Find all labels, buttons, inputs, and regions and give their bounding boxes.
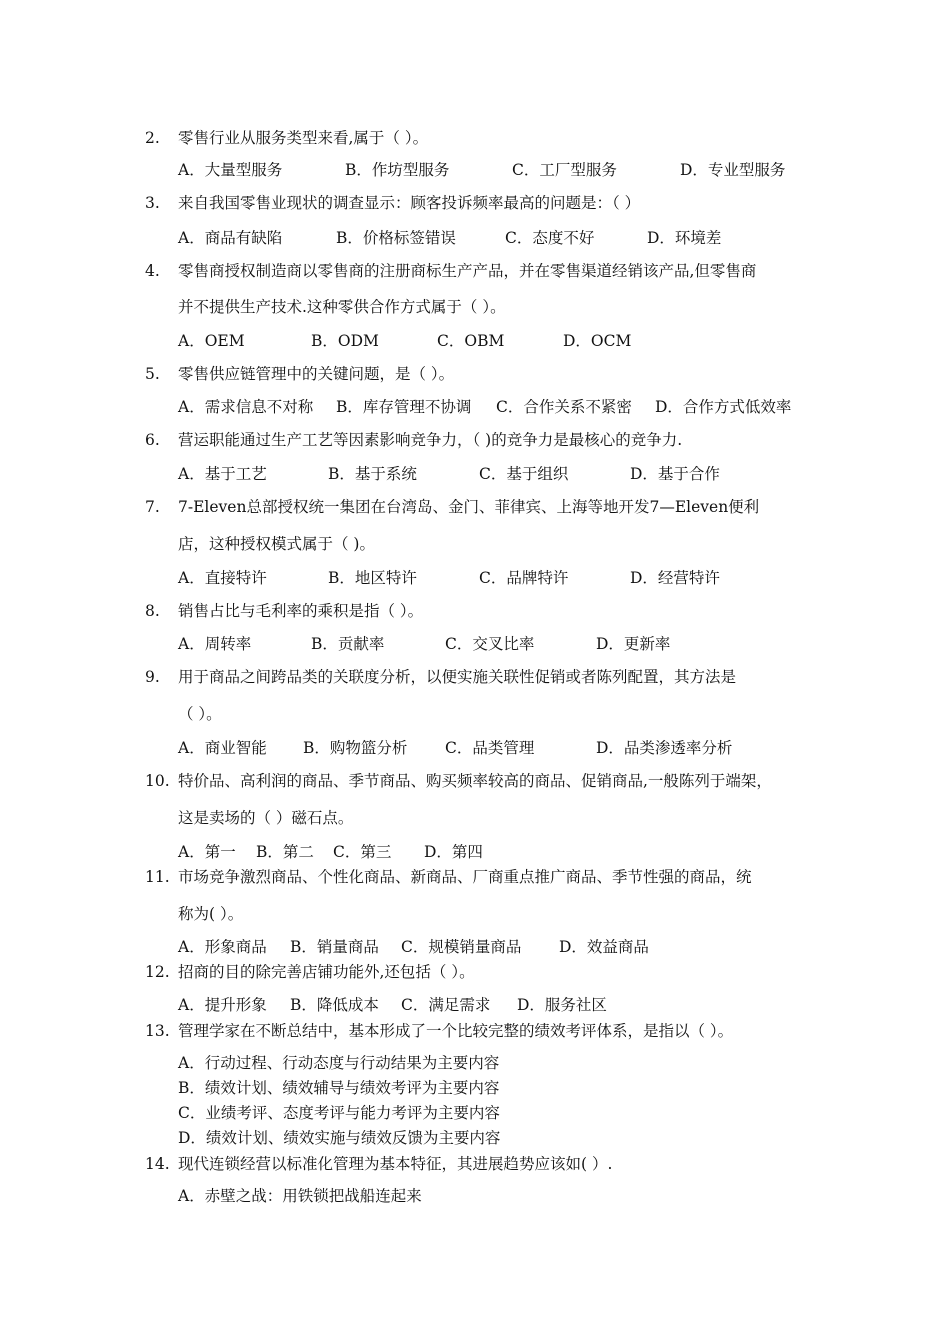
option-b: B．绩效计划、绩效辅导与绩效考评为主要内容 bbox=[178, 1079, 500, 1097]
option-b: B．销量商品 bbox=[290, 938, 379, 956]
option-b: B．第二 bbox=[256, 843, 314, 861]
question-text: 市场竞争激烈商品、个性化商品、新商品、厂商重点推广商品、季节性强的商品，统 bbox=[178, 868, 752, 886]
question-text: 来自我国零售业现状的调查显示：顾客投诉频率最高的问题是：（ ） bbox=[178, 194, 641, 212]
option-d: D．基于合作 bbox=[630, 465, 720, 483]
option-d: D．更新率 bbox=[596, 635, 671, 653]
question-number: 11. bbox=[145, 868, 170, 886]
option-d: D．专业型服务 bbox=[680, 161, 786, 179]
option-d: D．服务社区 bbox=[517, 996, 607, 1014]
question-number: 13. bbox=[145, 1022, 170, 1040]
option-a: A．OEM bbox=[178, 332, 245, 350]
option-c: C．工厂型服务 bbox=[512, 161, 617, 179]
option-b: B．贡献率 bbox=[311, 635, 385, 653]
question-number: 10. bbox=[145, 772, 170, 790]
question-text: 零售供应链管理中的关键问题，是（ ）。 bbox=[178, 365, 455, 383]
question-number: 5. bbox=[145, 365, 160, 383]
option-d: D．经营特许 bbox=[630, 569, 720, 587]
question-number: 12. bbox=[145, 963, 170, 981]
option-a: A．需求信息不对称 bbox=[178, 398, 314, 416]
question-number: 4. bbox=[145, 262, 160, 280]
question-number: 7. bbox=[145, 498, 160, 516]
option-a: A．第一 bbox=[178, 843, 236, 861]
option-c: C．基于组织 bbox=[479, 465, 569, 483]
option-c: C．第三 bbox=[333, 843, 392, 861]
question-text: 销售占比与毛利率的乘积是指（ ）。 bbox=[178, 602, 424, 620]
option-c: C．品牌特许 bbox=[479, 569, 569, 587]
option-a: A．基于工艺 bbox=[178, 465, 267, 483]
question-text: 用于商品之间跨品类的关联度分析，以便实施关联性促销或者陈列配置，其方法是 bbox=[178, 668, 737, 686]
option-b: B．作坊型服务 bbox=[345, 161, 450, 179]
question-number: 2. bbox=[145, 129, 160, 147]
option-b: B．库存管理不协调 bbox=[336, 398, 472, 416]
question-text: 这是卖场的（ ）磁石点。 bbox=[178, 809, 354, 827]
option-c: C．态度不好 bbox=[505, 229, 595, 247]
question-text: （ ）。 bbox=[178, 705, 222, 723]
option-c: C．规模销量商品 bbox=[401, 938, 522, 956]
option-b: B．基于系统 bbox=[328, 465, 417, 483]
question-text: 零售商授权制造商以零售商的注册商标生产产品，并在零售渠道经销该产品,但零售商 bbox=[178, 262, 757, 280]
option-c: C．满足需求 bbox=[401, 996, 491, 1014]
question-text: 特价品、高利润的商品、季节商品、购买频率较高的商品、促销商品,一般陈列于端架， bbox=[178, 772, 772, 790]
question-text: 7-Eleven总部授权统一集团在台湾岛、金门、菲律宾、上海等地开发7—Eleven便利 bbox=[178, 498, 760, 516]
question-text: 称为( ）。 bbox=[178, 905, 244, 923]
option-c: C．交叉比率 bbox=[445, 635, 535, 653]
option-d: D．效益商品 bbox=[559, 938, 649, 956]
option-a: A．大量型服务 bbox=[178, 161, 283, 179]
option-a: A．周转率 bbox=[178, 635, 252, 653]
option-b: B．地区特许 bbox=[328, 569, 417, 587]
question-text: 并不提供生产技术.这种零供合作方式属于（ ）。 bbox=[178, 298, 506, 316]
question-text: 管理学家在不断总结中，基本形成了一个比较完整的绩效考评体系，是指以（ ）。 bbox=[178, 1022, 734, 1040]
option-d: D．品类渗透率分析 bbox=[596, 739, 733, 757]
option-c: C．品类管理 bbox=[445, 739, 535, 757]
option-a: A．提升形象 bbox=[178, 996, 267, 1014]
option-b: B．ODM bbox=[311, 332, 379, 350]
option-d: D．OCM bbox=[563, 332, 632, 350]
option-c: C．OBM bbox=[437, 332, 505, 350]
option-d: D．第四 bbox=[424, 843, 483, 861]
option-a: A．商品有缺陷 bbox=[178, 229, 283, 247]
question-number: 14. bbox=[145, 1155, 170, 1173]
question-number: 8. bbox=[145, 602, 160, 620]
option-a: A．赤壁之战：用铁锁把战船连起来 bbox=[178, 1187, 422, 1205]
option-b: B．价格标签错误 bbox=[336, 229, 456, 247]
option-c: C．合作关系不紧密 bbox=[496, 398, 632, 416]
option-a: A．行动过程、行动态度与行动结果为主要内容 bbox=[178, 1054, 500, 1072]
option-a: A．直接特许 bbox=[178, 569, 267, 587]
question-text: 招商的目的除完善店铺功能外,还包括（ ）。 bbox=[178, 963, 475, 981]
option-d: D．环境差 bbox=[647, 229, 722, 247]
question-text: 营运职能通过生产工艺等因素影响竞争力，（ )的竞争力是最核心的竞争力. bbox=[178, 431, 683, 449]
question-number: 3. bbox=[145, 194, 160, 212]
option-c: C．业绩考评、态度考评与能力考评为主要内容 bbox=[178, 1104, 500, 1122]
question-number: 9. bbox=[145, 668, 160, 686]
option-a: A．商业智能 bbox=[178, 739, 267, 757]
option-d: D．绩效计划、绩效实施与绩效反馈为主要内容 bbox=[178, 1129, 501, 1147]
option-d: D．合作方式低效率 bbox=[655, 398, 792, 416]
option-b: B．购物篮分析 bbox=[303, 739, 408, 757]
question-text: 现代连锁经营以标准化管理为基本特征，其进展趋势应该如( ）. bbox=[178, 1155, 613, 1173]
question-text: 零售行业从服务类型来看,属于（ ）。 bbox=[178, 129, 429, 147]
option-b: B．降低成本 bbox=[290, 996, 379, 1014]
question-number: 6. bbox=[145, 431, 160, 449]
option-a: A．形象商品 bbox=[178, 938, 267, 956]
question-text: 店，这种授权模式属于（ )。 bbox=[178, 535, 375, 553]
